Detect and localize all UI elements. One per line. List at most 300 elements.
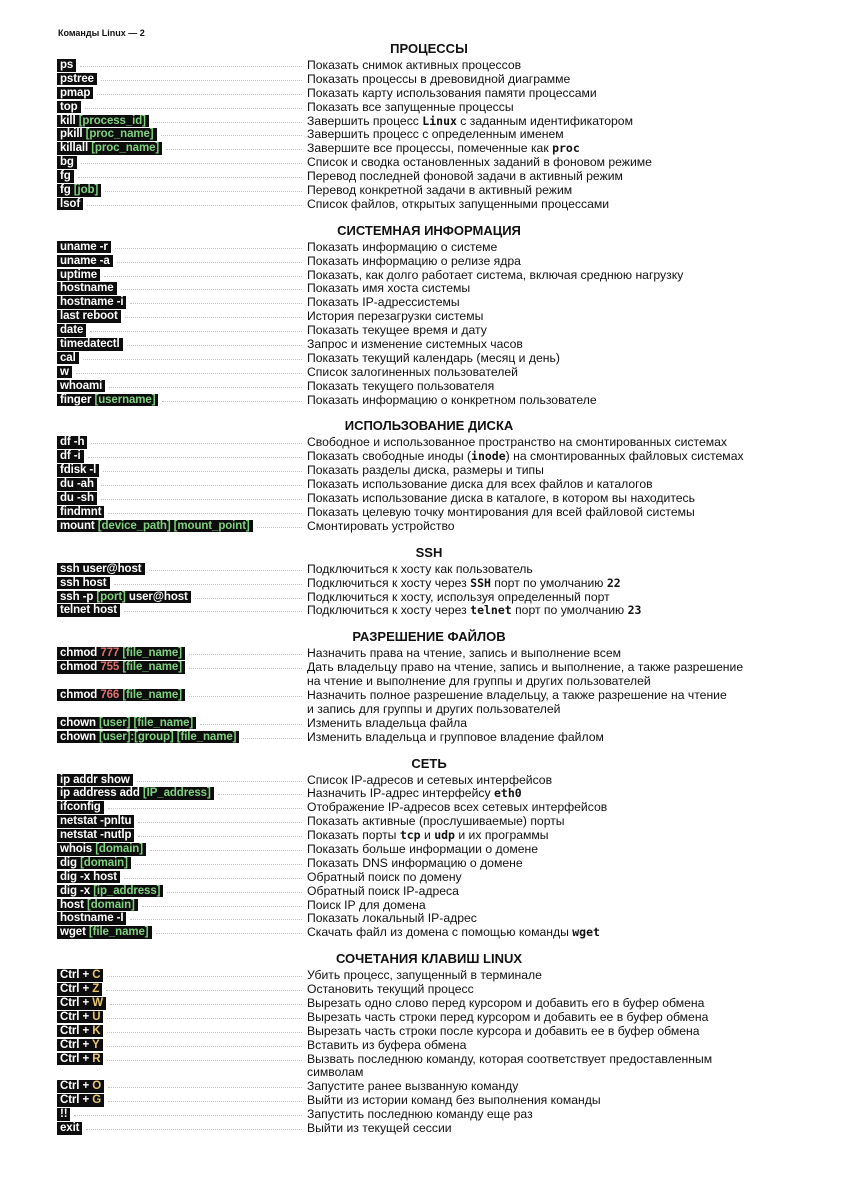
command-description [307, 843, 827, 857]
description-mono2: 23 [627, 603, 642, 618]
command-label [57, 520, 253, 533]
command-label [57, 926, 152, 939]
description-desc3: и их программы [454, 828, 549, 843]
command-part-name: ssh -p [60, 590, 94, 603]
command-description [307, 899, 827, 913]
section-title: РАЗРЕШЕНИЕ ФАЙЛОВ [352, 629, 506, 645]
command-description [307, 647, 827, 661]
command-part-name: Ctrl + [60, 1052, 90, 1065]
dotted-leader [104, 276, 302, 277]
command-label [57, 563, 145, 576]
command-part-argument: [port] [96, 590, 126, 603]
description-desc: Перевод последней фоновой задачи в активный режим [307, 169, 623, 184]
command-part-name: top [60, 100, 78, 113]
command-label [57, 1122, 82, 1135]
command-label [57, 142, 162, 155]
dotted-leader [127, 345, 302, 346]
command-row [0, 156, 848, 170]
section-gap [0, 1136, 848, 1142]
dotted-leader [149, 570, 302, 571]
dotted-leader [200, 724, 302, 725]
command-label [57, 450, 84, 463]
command-row [0, 926, 848, 940]
dotted-leader [85, 108, 302, 109]
command-label [57, 661, 185, 674]
section-gap [0, 534, 848, 540]
command-description [307, 128, 827, 142]
description-desc: Показать разделы диска, размеры и типы [307, 463, 544, 478]
description-desc: Список и сводка остановленных заданий в фоновом режиме [307, 155, 652, 170]
command-row [0, 997, 848, 1011]
command-label [57, 464, 99, 477]
command-row [0, 366, 848, 380]
command-part-name: dig -x [60, 884, 91, 897]
dotted-leader [167, 892, 302, 893]
command-row [0, 269, 848, 283]
description-desc: Показать локальный IP-адрес [307, 911, 477, 926]
command-part-name: ip addr show [60, 773, 130, 786]
command-label [57, 1011, 103, 1024]
description-line2: и запись для группы и других пользователей [307, 701, 561, 716]
command-row [0, 492, 848, 506]
command-part-key: Y [92, 1038, 100, 1051]
command-description [307, 857, 827, 871]
command-part-name: hostname [60, 282, 114, 295]
section-gap [0, 407, 848, 413]
command-row [0, 255, 848, 269]
dotted-leader [150, 850, 302, 851]
dotted-leader [91, 443, 302, 444]
section-title: ПРОЦЕССЫ [390, 41, 468, 56]
command-description [307, 871, 827, 885]
command-part-name: Ctrl + [60, 1080, 90, 1093]
description-desc: Список залогиненных пользователей [307, 364, 518, 379]
description-mono: eth0 [493, 786, 522, 801]
description-desc: Показать имя хоста системы [307, 281, 471, 296]
description-desc: Изменить владельца и групповое владение файлом [307, 729, 604, 744]
command-part-argument: [proc_name] [91, 142, 160, 155]
command-row [0, 689, 848, 717]
command-label [57, 436, 87, 449]
dotted-leader [108, 513, 302, 514]
command-label [57, 787, 214, 800]
command-description [307, 450, 827, 464]
description-desc: Показать процессы в древовидной диаграмме [307, 71, 571, 86]
command-part-name: finger [60, 393, 92, 406]
description-desc: Подключиться к хосту через [307, 575, 471, 590]
dotted-leader [189, 668, 302, 669]
command-label [57, 983, 102, 996]
command-part-name: ps [60, 59, 74, 71]
command-description [307, 506, 827, 520]
dotted-leader [138, 836, 302, 837]
dotted-leader [156, 933, 302, 934]
command-description [307, 338, 827, 352]
command-description [307, 269, 827, 283]
command-label [57, 1025, 103, 1038]
command-label [57, 815, 134, 828]
command-part-name: hostname -i [60, 296, 124, 309]
command-part-name: whois [60, 843, 93, 855]
description-desc: Показать IP-адрессистемы [307, 295, 460, 310]
command-part-name: ifconfig [60, 801, 101, 814]
command-part-argument: [IP_address] [142, 787, 211, 800]
command-part-name: dig [60, 856, 77, 869]
section-gap [0, 618, 848, 624]
description-desc: Показать целевую точку монтирования для всей файловой системы [307, 504, 695, 519]
command-description [307, 563, 827, 577]
description-desc: Показать использование диска в каталоге, в котором вы находитесь [307, 491, 696, 506]
description-desc: Вырезать часть строки после курсора и добавить ее в буфер обмена [307, 1023, 700, 1038]
command-part-key: C [92, 969, 101, 982]
dotted-leader [83, 359, 302, 360]
command-row [0, 1053, 848, 1081]
command-label [57, 73, 97, 86]
dotted-leader [257, 527, 302, 528]
command-row [0, 983, 848, 997]
command-description [307, 1108, 827, 1122]
command-row [0, 394, 848, 408]
command-row [0, 899, 848, 913]
dotted-leader [189, 696, 302, 697]
command-row [0, 73, 848, 87]
command-row [0, 282, 848, 296]
dotted-leader [107, 1032, 302, 1033]
command-label [57, 899, 138, 912]
command-row [0, 478, 848, 492]
dotted-leader [114, 584, 302, 585]
command-row [0, 731, 848, 745]
command-part-argument: [file_name] [88, 926, 149, 939]
command-row [0, 1094, 848, 1108]
command-label [57, 198, 83, 211]
command-part-name: Ctrl + [60, 969, 90, 982]
command-part-argument: [domain] [80, 856, 128, 869]
description-desc: Отображение IP-адресов всех сетевых интерфейсов [307, 800, 608, 815]
command-row [0, 591, 848, 605]
command-label [57, 156, 77, 169]
description-desc: Скачать файл из домена с помощью команды [307, 925, 573, 940]
description-desc: Завершить процесс [307, 113, 423, 128]
command-row [0, 969, 848, 983]
command-description [307, 255, 827, 269]
command-row [0, 520, 848, 534]
command-part-name2: reboot [82, 310, 118, 323]
dotted-leader [86, 1129, 302, 1130]
dotted-leader [189, 654, 302, 655]
dotted-leader [97, 94, 302, 95]
dotted-leader [106, 990, 302, 991]
command-part-name: Ctrl + [60, 1094, 90, 1107]
command-label [57, 184, 101, 197]
command-row [0, 142, 848, 156]
command-part-name: kill [60, 114, 76, 127]
command-part-name: Ctrl + [60, 997, 90, 1010]
command-part-name: exit [60, 1122, 80, 1135]
description-desc: Дать владельцу право на чтение, запись и выполнение, а также разрешение [307, 660, 744, 675]
command-part-name: mount [60, 519, 95, 532]
command-part-name: uptime [60, 268, 98, 281]
description-desc: Завершить процесс с определенным именем [307, 127, 564, 142]
section-5 [0, 754, 848, 941]
command-description [307, 142, 827, 156]
command-part-name: uname -r [60, 240, 108, 253]
command-description [307, 73, 827, 87]
command-description [307, 591, 827, 605]
section-gap [0, 212, 848, 218]
command-row [0, 296, 848, 310]
dotted-leader [125, 317, 302, 318]
command-row [0, 436, 848, 450]
command-row [0, 1011, 848, 1025]
command-description [307, 689, 827, 717]
command-label [57, 647, 185, 660]
command-row [0, 563, 848, 577]
command-part-argument: [proc_name] [85, 128, 154, 141]
command-description [307, 801, 827, 815]
description-desc: Вызвать последнюю команду, которая соответствует предоставленным [307, 1051, 713, 1066]
command-label [57, 59, 76, 72]
dotted-leader [105, 191, 302, 192]
command-label [57, 689, 185, 702]
command-description [307, 1053, 827, 1081]
command-part-name: du -sh [60, 492, 94, 505]
command-part-name: Ctrl + [60, 1010, 90, 1023]
command-part-argument: [domain] [95, 843, 143, 855]
dotted-leader [109, 387, 302, 388]
command-label [57, 1080, 104, 1093]
command-row [0, 450, 848, 464]
command-description [307, 170, 827, 184]
description-desc2: порт по умолчанию [490, 575, 607, 590]
command-part-name: chown [60, 730, 96, 743]
command-label [57, 338, 123, 351]
command-row [0, 774, 848, 788]
description-line2: символам [307, 1065, 364, 1080]
command-label [57, 394, 158, 407]
command-label [57, 1053, 103, 1066]
command-label [57, 997, 106, 1010]
section-2 [0, 416, 848, 533]
command-description [307, 436, 827, 450]
dotted-leader [137, 781, 302, 782]
command-row [0, 1039, 848, 1053]
description-desc2: ) на смонтированных файловых системах [505, 449, 744, 464]
description-mono: inode [471, 449, 506, 464]
description-desc: Запрос и изменение системных часов [307, 337, 523, 352]
dotted-leader [121, 289, 302, 290]
command-row [0, 1122, 848, 1136]
command-label [57, 170, 74, 183]
dotted-leader [107, 1060, 302, 1061]
command-description [307, 478, 827, 492]
description-desc: Показать свободные иноды ( [307, 449, 472, 464]
dotted-leader [108, 1087, 302, 1088]
command-label [57, 478, 97, 491]
command-part-argument: [device_path] [mount_point] [97, 519, 250, 532]
dotted-leader [107, 976, 302, 977]
command-part-name: dig -x host [60, 870, 118, 883]
section-3 [0, 543, 848, 619]
command-description [307, 464, 827, 478]
description-mono2: udp [434, 828, 455, 843]
dotted-leader [166, 149, 302, 150]
command-row [0, 912, 848, 926]
command-part-argument: [file_name] [122, 688, 182, 701]
description-desc: Завершите все процессы, помеченные как [307, 141, 553, 156]
command-part-key: K [92, 1024, 101, 1037]
command-part-key: Z [92, 983, 100, 996]
command-row [0, 717, 848, 731]
description-desc: Показать больше информации о домене [307, 842, 539, 856]
command-label [57, 829, 134, 842]
command-label [57, 506, 104, 519]
section-0 [0, 39, 848, 212]
command-label [57, 310, 121, 323]
description-desc: Вставить из буфера обмена [307, 1037, 467, 1052]
description-mono2: 22 [606, 575, 621, 590]
command-part-name: chmod [60, 647, 98, 660]
dotted-leader [130, 919, 302, 920]
command-row [0, 871, 848, 885]
command-description [307, 352, 827, 366]
command-part-name2: user@host [128, 590, 188, 603]
description-desc: История перезагрузки системы [307, 309, 484, 324]
description-desc: Показать текущий календарь (месяц и день) [307, 350, 560, 365]
dotted-leader [124, 878, 302, 879]
command-label [57, 857, 131, 870]
command-part-name: uname -a [60, 254, 110, 267]
command-part-key: U [92, 1010, 101, 1023]
command-row [0, 352, 848, 366]
command-description [307, 997, 827, 1011]
command-description [307, 310, 827, 324]
command-row [0, 787, 848, 801]
dotted-leader [195, 598, 302, 599]
command-part-name: Ctrl + [60, 983, 90, 996]
command-part-name: Ctrl + [60, 1024, 90, 1037]
command-description [307, 1039, 827, 1053]
dotted-leader [80, 66, 302, 67]
page-title: Команды Linux — 2 [58, 28, 145, 38]
command-part-key: R [92, 1052, 101, 1065]
command-label [57, 774, 133, 787]
description-desc: Показать информацию о конкретном пользователе [307, 392, 597, 407]
command-part-name: du -ah [60, 478, 94, 491]
command-description [307, 787, 827, 801]
command-description [307, 101, 827, 115]
command-part-name: bg [60, 156, 74, 169]
description-mono: telnet [470, 603, 512, 618]
command-label [57, 1108, 70, 1121]
command-row [0, 829, 848, 843]
description-desc: Обратный поиск по домену [307, 869, 462, 884]
command-row [0, 1080, 848, 1094]
command-label [57, 801, 104, 814]
description-desc: Показать активные (прослушиваемые) порты [307, 814, 565, 829]
description-desc: Показать порты [307, 828, 400, 843]
dotted-leader [162, 401, 302, 402]
description-desc: Показать, как долго работает система, включая среднюю нагрузку [307, 267, 684, 282]
command-label [57, 269, 100, 282]
command-label [57, 366, 72, 379]
command-row [0, 241, 848, 255]
command-label [57, 1039, 103, 1052]
command-label [57, 87, 93, 100]
command-description [307, 731, 827, 745]
command-part-argument: [ip_address] [93, 884, 161, 897]
command-part-mode: 766 [100, 688, 120, 701]
command-label [57, 604, 120, 617]
command-row [0, 59, 848, 73]
dotted-leader [90, 331, 302, 332]
description-desc: Смонтировать устройство [307, 518, 455, 533]
description-desc: Обратный поиск IP-адреса [307, 883, 459, 898]
command-part-key: W [92, 997, 103, 1010]
dotted-leader [115, 248, 302, 249]
dotted-leader [76, 373, 302, 374]
command-part-name: killall [60, 142, 89, 155]
command-part-name: chown [60, 716, 96, 729]
command-description [307, 912, 827, 926]
description-desc: Перевод конкретной задачи в активный режим [307, 183, 573, 198]
command-label [57, 296, 126, 309]
description-desc: Подключиться к хосту через [307, 603, 471, 618]
command-part-name: pmap [60, 86, 91, 99]
command-description [307, 604, 827, 618]
dotted-leader [107, 1046, 302, 1047]
command-description [307, 282, 827, 296]
dotted-leader [130, 303, 302, 304]
command-description [307, 492, 827, 506]
dotted-leader [101, 499, 302, 500]
command-part-name: ip address add [60, 787, 140, 800]
section-gap [0, 745, 848, 751]
command-row [0, 604, 848, 618]
command-description [307, 324, 827, 338]
command-description [307, 59, 827, 73]
command-row [0, 170, 848, 184]
command-description [307, 815, 827, 829]
description-desc: Показать информацию о системе [307, 239, 498, 254]
command-part-name: findmnt [60, 505, 102, 518]
command-row [0, 338, 848, 352]
command-label [57, 128, 157, 141]
command-label [57, 969, 103, 982]
command-description [307, 983, 827, 997]
description-desc: Остановить текущий процесс [307, 982, 474, 997]
description-desc: Назначить права на чтение, запись и выполнение всем [307, 646, 622, 661]
command-description [307, 774, 827, 788]
description-desc: Вырезать часть строки перед курсором и добавить ее в буфер обмена [307, 1009, 709, 1024]
dotted-leader [101, 80, 302, 81]
cheatsheet-content [0, 36, 848, 1142]
dotted-leader [110, 1004, 302, 1005]
command-row [0, 661, 848, 689]
section-6 [0, 949, 848, 1136]
dotted-leader [117, 262, 302, 263]
command-description [307, 87, 827, 101]
command-row [0, 577, 848, 591]
command-label [57, 324, 86, 337]
command-label [57, 717, 196, 730]
command-row [0, 464, 848, 478]
command-label [57, 282, 117, 295]
command-part-argument: [process_id] [78, 114, 146, 127]
command-part-name: fdisk -l [60, 464, 97, 477]
command-part-argument: [job] [73, 184, 99, 197]
command-label [57, 591, 191, 604]
